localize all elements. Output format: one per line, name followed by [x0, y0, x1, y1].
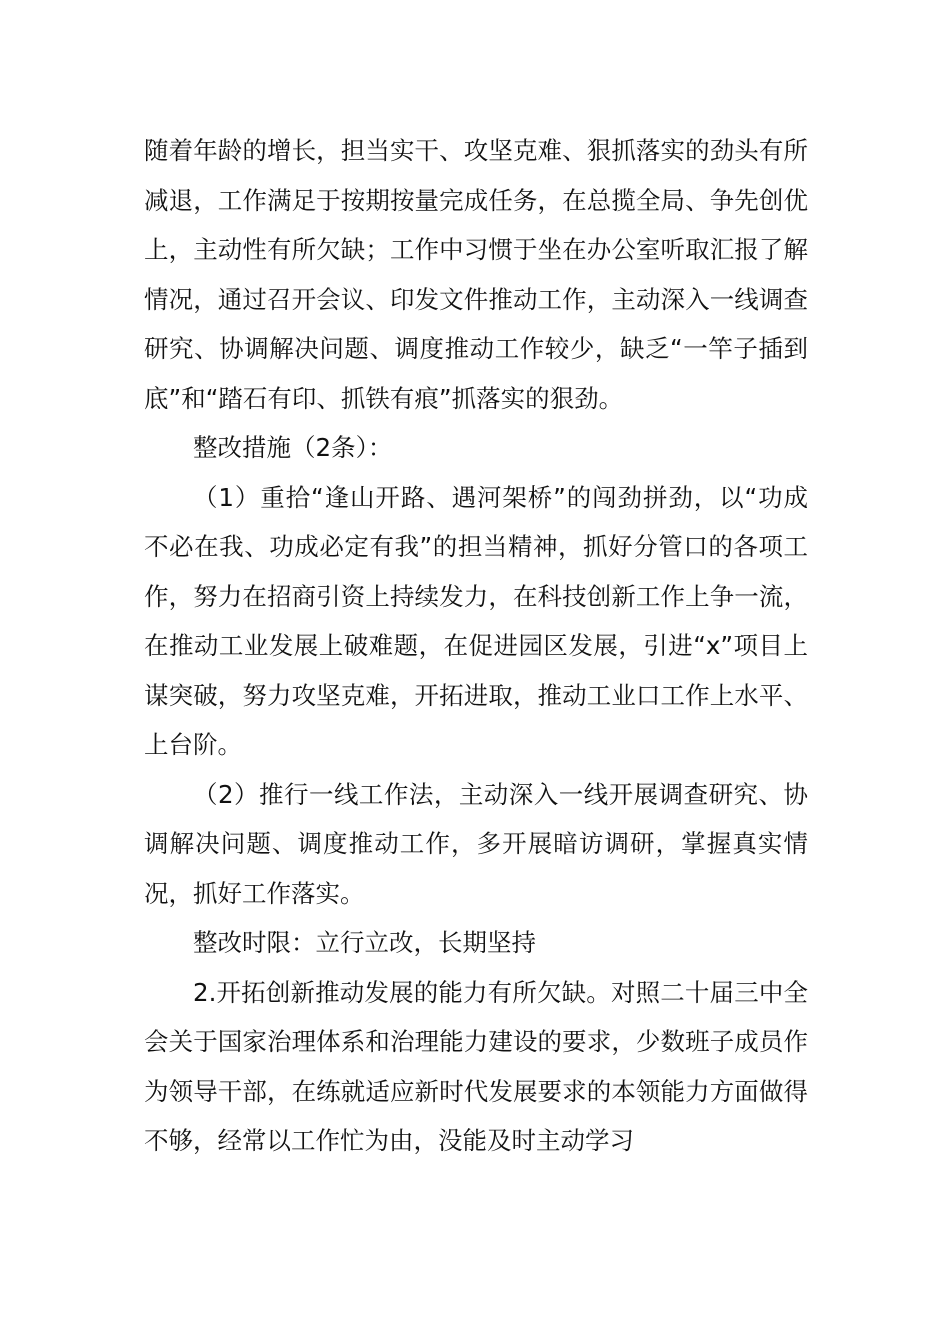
paragraph-continuation: 随着年龄的增长，担当实干、攻坚克难、狠抓落实的劲头有所减退，工作满足于按期按量完成任务，在总揽全局、争先创优上，主动性有所欠缺；工作中习惯于坐在办公室听取汇报了解情况，通过召开会议、印发文件推动工作，主动深入一线调查研究、协调解决问题、调度推动工作较少，缺乏“一竿子插到底”和“踏石有印、抓铁有痕”抓落实的狠劲。 — [144, 136, 808, 413]
paragraph-measures-heading: 整改措施（2条）： — [193, 433, 393, 462]
paragraph-measure-2: （2）推行一线工作法，主动深入一线开展调查研究、协调解决问题、调度推动工作，多开展暗访调研，掌握真实情况，抓好工作落实。 — [144, 779, 808, 908]
paragraph-measure-1: （1）重拾“逢山开路、遇河架桥”的闯劲拼劲，以“功成不必在我、功成必定有我”的担当精神，抓好分管口的各项工作，努力在招商引资上持续发力，在科技创新工作上争一流，在推动工业发展上破难题，在促进园区发展，引进“x”项目上谋突破，努力攻坚克难，开拓进取，推动工业口工作上水平、上台阶。 — [144, 482, 808, 759]
paragraph-issue-2: 2.开拓创新推动发展的能力有所欠缺。对照二十届三中全会关于国家治理体系和治理能力建设的要求，少数班子成员作为领导干部，在练就适应新时代发展要求的本领能力方面做得不够，经常以工作忙为由，没能及时主动学习 — [144, 977, 808, 1155]
document-body — [144, 126, 808, 1166]
paragraph-deadline: 整改时限：立行立改，长期坚持 — [193, 928, 536, 957]
